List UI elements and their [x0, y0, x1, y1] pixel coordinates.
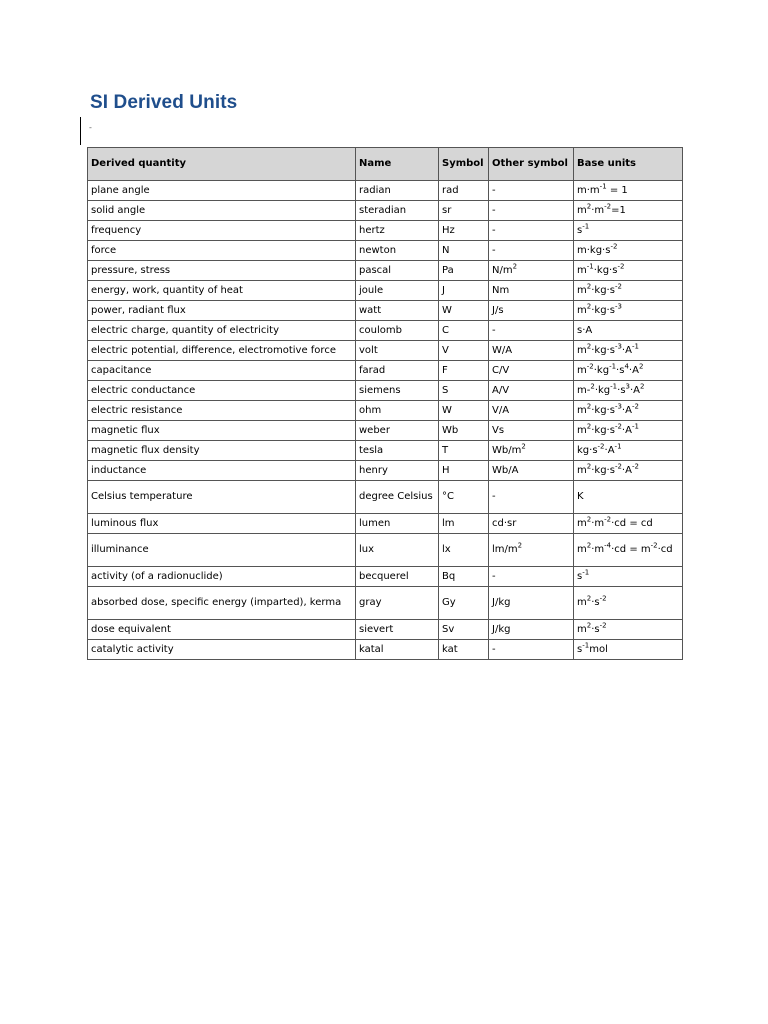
cell-base-units: $m^{-1}\cdot kg\cdot s^{-2}$ — [574, 261, 683, 281]
cell-symbol: S — [439, 381, 489, 401]
cell-base-units: $kg\cdot s^{-2}\cdot A^{-1}$ — [574, 441, 683, 461]
dash-mark: - — [89, 123, 92, 132]
cell-derived-quantity: inductance — [88, 461, 356, 481]
cell-symbol: W — [439, 401, 489, 421]
cell-other-symbol: C/V — [489, 361, 574, 381]
cell-other-symbol: W/A — [489, 341, 574, 361]
page-title: SI Derived Units — [90, 92, 238, 113]
cell-symbol: Gy — [439, 587, 489, 620]
cell-base-units: $s^{-1}mol$ — [574, 640, 683, 660]
table-row — [88, 261, 683, 281]
cell-name: watt — [356, 301, 439, 321]
cell-name: becquerel — [356, 567, 439, 587]
cell-other-symbol: - — [489, 241, 574, 261]
cell-derived-quantity: electric potential, difference, electromotive force — [88, 341, 356, 361]
table-row — [88, 421, 683, 441]
cell-other-symbol: cd·sr — [489, 514, 574, 534]
cell-symbol: J — [439, 281, 489, 301]
cell-symbol: lm — [439, 514, 489, 534]
cell-other-symbol: V/A — [489, 401, 574, 421]
cell-other-symbol: J/kg — [489, 587, 574, 620]
cell-base-units: $m^2\cdot s^{-2}$ — [574, 587, 683, 620]
cell-other-symbol: $N/m^2$ — [489, 261, 574, 281]
cell-name: gray — [356, 587, 439, 620]
cell-symbol: °C — [439, 481, 489, 514]
cell-symbol: rad — [439, 181, 489, 201]
cell-other-symbol: Vs — [489, 421, 574, 441]
cell-derived-quantity: magnetic flux density — [88, 441, 356, 461]
cell-derived-quantity: catalytic activity — [88, 640, 356, 660]
cell-symbol: Pa — [439, 261, 489, 281]
cell-name: newton — [356, 241, 439, 261]
cell-derived-quantity: Celsius temperature — [88, 481, 356, 514]
cell-derived-quantity: force — [88, 241, 356, 261]
header-derived-quantity: Derived quantity — [88, 148, 356, 181]
cell-base-units: K — [574, 481, 683, 514]
cell-base-units: $m-^2\cdot kg^{-1}\cdot s^3\cdot A^2$ — [574, 381, 683, 401]
cell-derived-quantity: electric charge, quantity of electricity — [88, 321, 356, 341]
header-symbol: Symbol — [439, 148, 489, 181]
cell-name: degree Celsius — [356, 481, 439, 514]
cell-name: farad — [356, 361, 439, 381]
cell-derived-quantity: plane angle — [88, 181, 356, 201]
table-header — [88, 148, 683, 181]
header-base-units: Base units — [574, 148, 683, 181]
cell-other-symbol: - — [489, 321, 574, 341]
cell-name: tesla — [356, 441, 439, 461]
cell-name: pascal — [356, 261, 439, 281]
cell-name: henry — [356, 461, 439, 481]
cell-symbol: sr — [439, 201, 489, 221]
cell-symbol: Wb — [439, 421, 489, 441]
table-row — [88, 241, 683, 261]
cell-symbol: Bq — [439, 567, 489, 587]
cell-other-symbol: Nm — [489, 281, 574, 301]
table-row — [88, 381, 683, 401]
cell-derived-quantity: illuminance — [88, 534, 356, 567]
cell-symbol: N — [439, 241, 489, 261]
table-row — [88, 441, 683, 461]
cell-base-units: $m^{-2}\cdot kg^{-1}\cdot s^4\cdot A^2$ — [574, 361, 683, 381]
cell-name: joule — [356, 281, 439, 301]
cell-other-symbol: A/V — [489, 381, 574, 401]
table-row — [88, 481, 683, 514]
table-row — [88, 201, 683, 221]
cell-base-units: $m^2\cdot m^{-2}\cdot cd$ = cd — [574, 514, 683, 534]
cell-other-symbol: - — [489, 221, 574, 241]
cell-derived-quantity: absorbed dose, specific energy (imparted), kerma — [88, 587, 356, 620]
cell-other-symbol: - — [489, 181, 574, 201]
cell-other-symbol: - — [489, 640, 574, 660]
cell-base-units: $s^{-1}$ — [574, 221, 683, 241]
cell-name: steradian — [356, 201, 439, 221]
cell-symbol: Sv — [439, 620, 489, 640]
cell-name: radian — [356, 181, 439, 201]
cell-derived-quantity: magnetic flux — [88, 421, 356, 441]
table-row — [88, 181, 683, 201]
cell-derived-quantity: electric conductance — [88, 381, 356, 401]
cell-symbol: kat — [439, 640, 489, 660]
table-row — [88, 514, 683, 534]
cell-base-units: $s^{-1}$ — [574, 567, 683, 587]
cell-other-symbol: J/s — [489, 301, 574, 321]
header-name: Name — [356, 148, 439, 181]
table-row — [88, 640, 683, 660]
cell-base-units: $m^2\cdot m^{-4}\cdot cd = m^{-2}\cdot cd$ — [574, 534, 683, 567]
cell-symbol: lx — [439, 534, 489, 567]
cell-name: lumen — [356, 514, 439, 534]
cell-other-symbol: $lm/m^2$ — [489, 534, 574, 567]
table-row — [88, 401, 683, 421]
table-row — [88, 461, 683, 481]
cell-derived-quantity: activity (of a radionuclide) — [88, 567, 356, 587]
table-row — [88, 587, 683, 620]
table-row — [88, 361, 683, 381]
cell-derived-quantity: electric resistance — [88, 401, 356, 421]
cell-name: coulomb — [356, 321, 439, 341]
table-body — [88, 181, 683, 660]
table-row — [88, 341, 683, 361]
header-other-symbol: Other symbol — [489, 148, 574, 181]
cell-symbol: C — [439, 321, 489, 341]
cell-symbol: V — [439, 341, 489, 361]
cell-other-symbol: J/kg — [489, 620, 574, 640]
cell-name: lux — [356, 534, 439, 567]
cell-name: siemens — [356, 381, 439, 401]
cell-other-symbol: - — [489, 201, 574, 221]
table-row — [88, 281, 683, 301]
table-row — [88, 620, 683, 640]
cell-derived-quantity: pressure, stress — [88, 261, 356, 281]
table-row — [88, 321, 683, 341]
cell-other-symbol: - — [489, 567, 574, 587]
cell-symbol: W — [439, 301, 489, 321]
table-row — [88, 301, 683, 321]
cell-base-units: $m^2\cdot kg\cdot s^{-3}\cdot A^{-1}$ — [574, 341, 683, 361]
si-derived-units-table — [87, 147, 683, 660]
cell-name: katal — [356, 640, 439, 660]
cell-name: hertz — [356, 221, 439, 241]
text-cursor — [80, 117, 81, 145]
cell-name: weber — [356, 421, 439, 441]
cell-derived-quantity: power, radiant flux — [88, 301, 356, 321]
cell-base-units: $m^2\cdot s^{-2}$ — [574, 620, 683, 640]
cell-derived-quantity: dose equivalent — [88, 620, 356, 640]
cell-base-units: $m^2\cdot kg\cdot s^{-3}\cdot A^{-2}$ — [574, 401, 683, 421]
cell-name: volt — [356, 341, 439, 361]
cell-other-symbol: Wb/A — [489, 461, 574, 481]
table-row — [88, 534, 683, 567]
cell-other-symbol: $Wb/m^2$ — [489, 441, 574, 461]
cell-derived-quantity: luminous flux — [88, 514, 356, 534]
cell-base-units: $m^2\cdot kg\cdot s^{-2}\cdot A^{-1}$ — [574, 421, 683, 441]
table-row — [88, 567, 683, 587]
cell-base-units: $m^2\cdot kg\cdot s^{-2}\cdot A^{-2}$ — [574, 461, 683, 481]
cell-symbol: T — [439, 441, 489, 461]
cell-symbol: H — [439, 461, 489, 481]
cell-derived-quantity: energy, work, quantity of heat — [88, 281, 356, 301]
cell-base-units: $m^2\cdot kg\cdot s^{-2}$ — [574, 281, 683, 301]
cell-other-symbol: - — [489, 481, 574, 514]
cell-name: ohm — [356, 401, 439, 421]
cell-base-units: $m\cdot m^{-1} = 1$ — [574, 181, 683, 201]
cell-base-units: $m^2\cdot kg\cdot s^{-3}$ — [574, 301, 683, 321]
cell-symbol: Hz — [439, 221, 489, 241]
header-row — [88, 148, 683, 181]
cell-symbol: F — [439, 361, 489, 381]
cell-base-units: s·A — [574, 321, 683, 341]
cell-base-units: $m\cdot kg\cdot s^{-2}$ — [574, 241, 683, 261]
cell-name: sievert — [356, 620, 439, 640]
cell-derived-quantity: solid angle — [88, 201, 356, 221]
cell-base-units: $m^2\cdot m^{-2}=1$ — [574, 201, 683, 221]
table-row — [88, 221, 683, 241]
cell-derived-quantity: capacitance — [88, 361, 356, 381]
cell-derived-quantity: frequency — [88, 221, 356, 241]
